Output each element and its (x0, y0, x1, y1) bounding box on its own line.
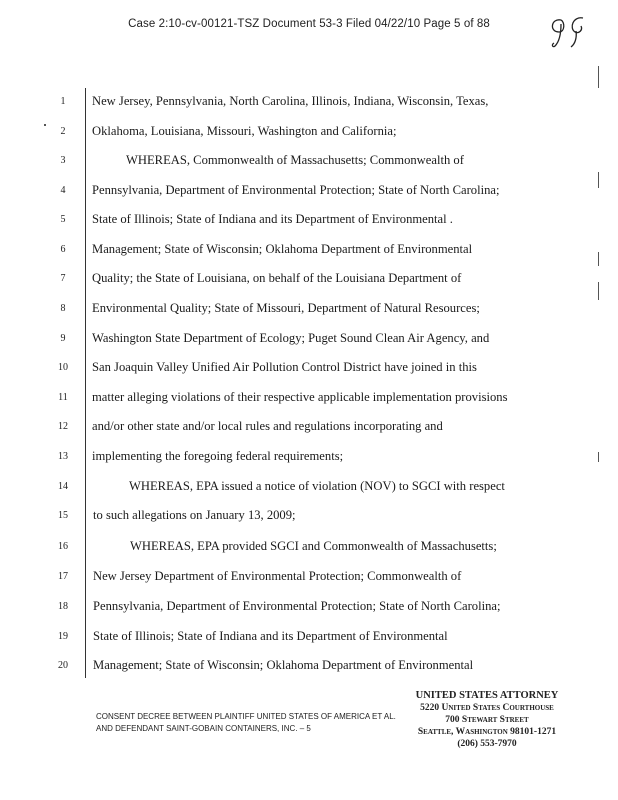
line-number: 17 (58, 571, 68, 582)
line-number: 15 (58, 510, 68, 521)
scan-mark (598, 452, 599, 462)
line-number: 20 (58, 660, 68, 671)
line-number: 19 (58, 631, 68, 642)
line-number: 1 (60, 96, 66, 107)
line-text: Quality; the State of Louisiana, on behalf of the Louisiana Department of (92, 271, 462, 285)
line-text: State of Illinois; State of Indiana and its Department of Environmental (93, 629, 448, 643)
case-header: Case 2:10-cv-00121-TSZ Document 53-3 Filed 04/22/10 Page 5 of 88 (128, 18, 490, 30)
line-text: and/or other state and/or local rules and regulations incorporating and (92, 419, 443, 433)
left-margin-rule (85, 88, 86, 678)
line-number: 6 (60, 244, 66, 255)
line-text: New Jersey Department of Environmental Protection; Commonwealth of (93, 569, 462, 583)
caption-line: CONSENT DECREE BETWEEN PLAINTIFF UNITED STATES OF AMERICA ET AL. (96, 712, 396, 721)
attorney-office-block (412, 690, 562, 750)
document-caption (96, 711, 396, 735)
line-number: 5 (60, 214, 66, 225)
handwritten-initials-icon (545, 10, 589, 50)
line-text: Pennsylvania, Department of Environmental Protection; State of North Carolina; (93, 599, 501, 613)
line-number: 8 (60, 303, 66, 314)
line-number: 7 (60, 273, 66, 284)
line-text: to such allegations on January 13, 2009; (93, 508, 296, 522)
scan-mark (598, 172, 599, 188)
scan-mark (44, 124, 46, 126)
line-text: New Jersey, Pennsylvania, North Carolina, Illinois, Indiana, Wisconsin, Texas, (92, 94, 489, 108)
line-text: Management; State of Wisconsin; Oklahoma Department of Environmental (92, 242, 473, 256)
line-text: WHEREAS, EPA issued a notice of violation (NOV) to SGCI with respect (129, 479, 505, 493)
line-number: 11 (58, 392, 68, 403)
line-number: 9 (60, 333, 66, 344)
line-number: 3 (60, 155, 66, 166)
line-text: Management; State of Wisconsin; Oklahoma Department of Environmental (93, 658, 474, 672)
line-text: State of Illinois; State of Indiana and its Department of Environmental . (92, 212, 453, 226)
office-city: Seattle, Washington 98101-1271 (417, 727, 557, 737)
office-address: 5220 United States Courthouse (420, 703, 554, 713)
line-text: Oklahoma, Louisiana, Missouri, Washington and California; (92, 124, 397, 138)
line-number: 12 (58, 421, 68, 432)
line-text: WHEREAS, EPA provided SGCI and Commonwealth of Massachusetts; (130, 539, 497, 553)
scan-mark (598, 282, 599, 300)
line-text: implementing the foregoing federal requirements; (92, 449, 344, 463)
line-text: Environmental Quality; State of Missouri, Department of Natural Resources; (92, 301, 480, 315)
line-number: 4 (60, 185, 66, 196)
office-title: UNITED STATES ATTORNEY (415, 690, 559, 701)
office-phone: (206) 553-7970 (457, 739, 517, 749)
line-text: matter alleging violations of their respective applicable implementation provisions (92, 390, 508, 404)
line-number: 13 (58, 451, 68, 462)
line-number: 18 (58, 601, 68, 612)
line-number: 16 (58, 541, 68, 552)
scan-mark (598, 66, 599, 88)
line-number: 2 (60, 126, 66, 137)
line-text: Washington State Department of Ecology; Puget Sound Clean Air Agency, and (92, 331, 490, 345)
line-number: 10 (58, 362, 68, 373)
office-address: 700 Stewart Street (445, 715, 529, 725)
scan-mark (598, 252, 599, 266)
line-text: San Joaquin Valley Unified Air Pollution Control District have joined in this (92, 360, 477, 374)
line-text: Pennsylvania, Department of Environmental Protection; State of North Carolina; (92, 183, 500, 197)
line-text: WHEREAS, Commonwealth of Massachusetts; Commonwealth of (126, 153, 464, 167)
line-number: 14 (58, 481, 68, 492)
caption-line: AND DEFENDANT SAINT-GOBAIN CONTAINERS, INC. – 5 (96, 724, 311, 733)
